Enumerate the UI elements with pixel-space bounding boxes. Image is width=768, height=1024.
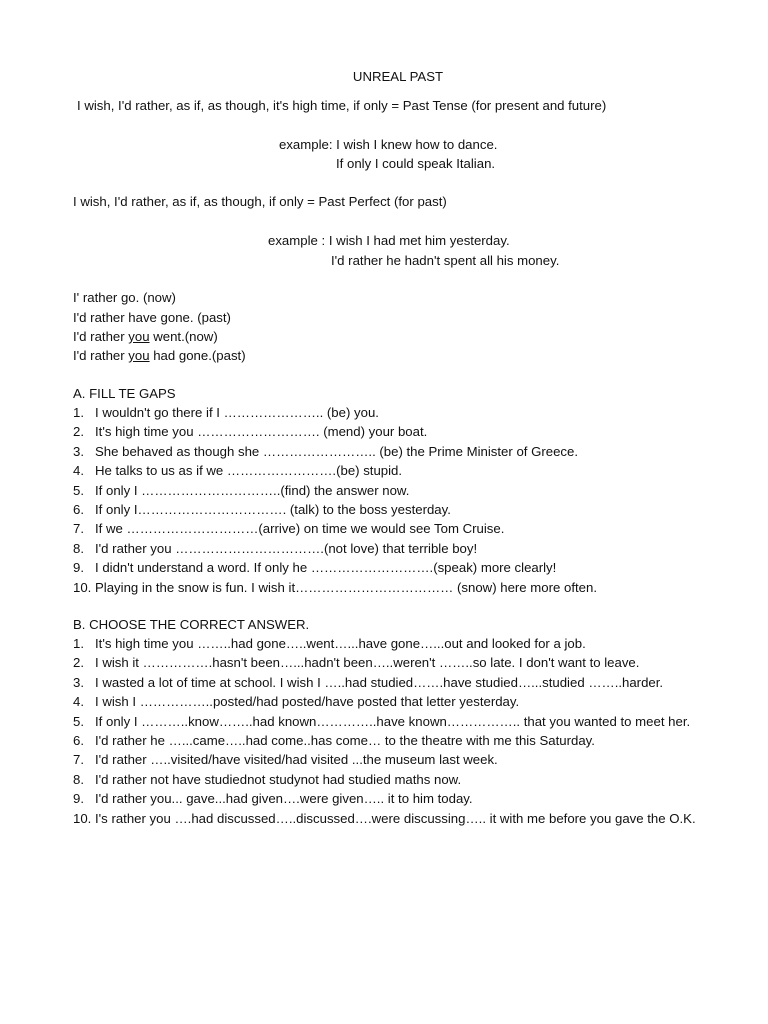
note-4-post: had gone.(past) xyxy=(149,348,246,363)
note-1: I' rather go. (now) xyxy=(73,290,176,305)
item-number: 7. xyxy=(73,521,84,537)
list-item xyxy=(73,481,597,500)
list-item xyxy=(73,634,696,653)
item-text: If only I ………..know……..had known…………..have known…………….. that you wanted to meet her. xyxy=(95,713,691,729)
item-text: If only I …………………………..(find) the answer now. xyxy=(95,482,410,498)
item-number: 5. xyxy=(73,713,84,729)
item-text: I'd rather …..visited/have visited/had visited ...the museum last week. xyxy=(95,752,498,768)
item-number: 9. xyxy=(73,791,84,807)
list-item xyxy=(73,539,597,558)
item-number: 8. xyxy=(73,540,84,556)
rule-past-tense: I wish, I'd rather, as if, as though, it's high time, if only = Past Tense (for present and future) xyxy=(77,98,607,113)
item-number: 1. xyxy=(73,636,84,651)
item-text: If only I……………………………. (talk) to the boss yesterday. xyxy=(95,501,451,517)
item-text: I's rather you ….had discussed…..discussed….were discussing….. it with me before you gave the O.K. xyxy=(95,810,696,826)
item-number: 9. xyxy=(73,560,84,576)
page-title: UNREAL PAST xyxy=(352,69,444,84)
list-item xyxy=(73,750,696,769)
list-item xyxy=(73,673,696,692)
item-text: I'd rather not have studiednot studynot had studied maths now. xyxy=(95,771,462,787)
item-text: She behaved as though she …………………….. (be) the Prime Minister of Greece. xyxy=(95,443,579,459)
item-number: 6. xyxy=(73,732,84,748)
item-number: 2. xyxy=(73,655,84,671)
list-item xyxy=(73,442,597,461)
item-number: 4. xyxy=(73,463,84,479)
example-1-line-1: example: I wish I knew how to dance. xyxy=(279,137,498,152)
list-item xyxy=(73,578,597,597)
example-1-line-2: If only I could speak Italian. xyxy=(336,156,496,171)
item-number: 10. xyxy=(73,579,92,595)
example-2-line-2: I'd rather he hadn't spent all his money. xyxy=(331,253,560,268)
list-item xyxy=(73,809,696,828)
item-number: 3. xyxy=(73,674,84,690)
item-text: I wish it …………….hasn't been…...hadn't been…..weren't ……..so late. I don't want to leave. xyxy=(95,655,640,671)
section-b-list xyxy=(73,634,696,828)
item-number: 1. xyxy=(73,405,84,420)
rule-past-perfect: I wish, I'd rather, as if, as though, if only = Past Perfect (for past) xyxy=(73,194,447,209)
list-item xyxy=(73,558,597,577)
list-item xyxy=(73,789,696,808)
item-number: 6. xyxy=(73,501,84,517)
item-number: 10. xyxy=(73,810,92,826)
list-item xyxy=(73,500,597,519)
note-4-pre: I'd rather xyxy=(73,348,129,363)
list-item xyxy=(73,692,696,711)
section-a-list xyxy=(73,403,597,597)
item-text: I wish I ……………..posted/had posted/have posted that letter yesterday. xyxy=(95,694,520,710)
item-text: If we …………………………(arrive) on time we would see Tom Cruise. xyxy=(95,521,505,537)
item-number: 7. xyxy=(73,752,84,768)
item-number: 2. xyxy=(73,424,84,440)
section-a-heading: A. FILL TE GAPS xyxy=(73,386,176,401)
item-number: 8. xyxy=(73,771,84,787)
item-text: I'd rather he …...came…..had come..has come… to the theatre with me this Saturday. xyxy=(95,732,595,748)
item-text: I'd rather you …………………………….(not love) that terrible boy! xyxy=(95,540,478,556)
item-number: 5. xyxy=(73,482,84,498)
list-item xyxy=(73,519,597,538)
item-text: I wouldn't go there if I ………………….. (be) you. xyxy=(95,405,379,420)
item-text: He talks to us as if we …………………….(be) stupid. xyxy=(95,463,403,479)
item-text: I wasted a lot of time at school. I wish I …..had studied…….have studied…...studied ……..harder. xyxy=(95,674,664,690)
list-item xyxy=(73,712,696,731)
list-item xyxy=(73,403,597,422)
item-text: It's high time you ………………………. (mend) your boat. xyxy=(95,424,428,440)
note-3-pre: I'd rather xyxy=(73,329,129,344)
item-number: 4. xyxy=(73,694,84,710)
list-item xyxy=(73,731,696,750)
note-4-underlined: you xyxy=(128,348,150,363)
list-item xyxy=(73,461,597,480)
list-item xyxy=(73,770,696,789)
note-3-underlined: you xyxy=(128,329,150,344)
item-text: I didn't understand a word. If only he ……………………….(speak) more clearly! xyxy=(95,560,557,576)
list-item xyxy=(73,653,696,672)
section-b-heading: B. CHOOSE THE CORRECT ANSWER. xyxy=(73,617,310,632)
note-3-post: went.(now) xyxy=(149,329,218,344)
item-text: I'd rather you... gave...had given….were given….. it to him today. xyxy=(95,791,473,807)
note-2: I'd rather have gone. (past) xyxy=(73,310,231,325)
note-4 xyxy=(73,346,246,365)
item-text: It's high time you ……..had gone…..went…...have gone…...out and looked for a job. xyxy=(95,636,586,651)
example-2-line-1: example : I wish I had met him yesterday. xyxy=(268,233,510,248)
list-item xyxy=(73,422,597,441)
note-3 xyxy=(73,327,218,346)
item-text: Playing in the snow is fun. I wish it……………………………… (snow) here more often. xyxy=(95,579,598,595)
item-number: 3. xyxy=(73,443,84,459)
